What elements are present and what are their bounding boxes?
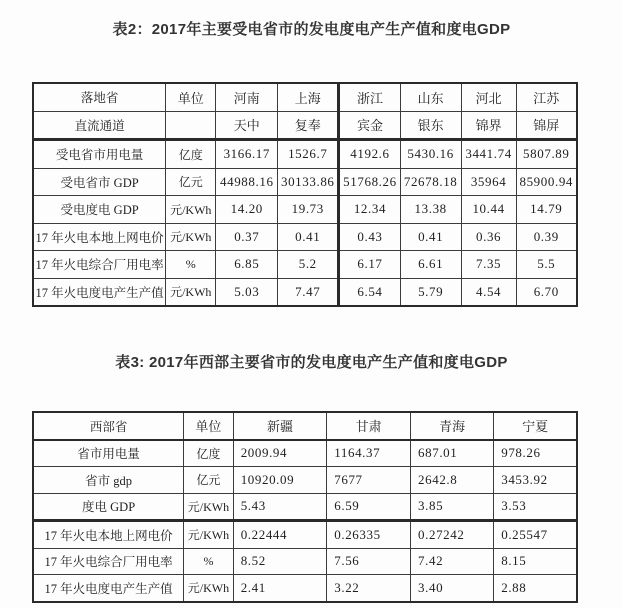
table-cell: 3441.74 xyxy=(461,140,516,169)
table-cell: 1526.7 xyxy=(278,140,339,169)
table-row xyxy=(33,140,577,169)
unit-cell: 亿度 xyxy=(166,140,216,169)
column-header: 单位 xyxy=(184,412,234,440)
table-cell: 0.41 xyxy=(278,223,339,251)
column-header: 青海 xyxy=(411,412,494,440)
column-header: 江苏 xyxy=(516,83,577,111)
table-cell: 3.22 xyxy=(327,575,411,602)
row-label: 受电度电 GDP xyxy=(33,196,166,224)
column-header: 天中 xyxy=(216,111,278,140)
unit-cell: 亿度 xyxy=(184,440,234,467)
table-cell: 3453.92 xyxy=(494,467,577,494)
table-cell: 0.22444 xyxy=(233,521,327,549)
table2-title: 表2：2017年主要受电省市的发电度电产生产值和度电GDP xyxy=(112,21,511,38)
table-cell: 2.88 xyxy=(494,575,577,602)
table-cell: 85900.94 xyxy=(516,168,577,196)
table-cell: 5.79 xyxy=(400,278,461,306)
unit-cell: 亿元 xyxy=(166,168,216,196)
table-cell: 6.54 xyxy=(339,278,400,306)
table-cell: 0.26335 xyxy=(327,521,411,549)
unit-cell: 元/KWh xyxy=(184,493,234,521)
table-cell: 978.26 xyxy=(494,440,577,467)
table-western-provinces xyxy=(32,411,578,603)
table-cell: 10.44 xyxy=(461,196,516,224)
unit-cell: 元/KWh xyxy=(184,575,234,602)
table-cell: 687.01 xyxy=(411,440,494,467)
table-row xyxy=(33,493,577,521)
table-cell: 5807.89 xyxy=(516,140,577,169)
table-cell: 0.41 xyxy=(400,223,461,251)
table-cell: 3166.17 xyxy=(216,140,278,169)
table-cell: 5.2 xyxy=(278,251,339,279)
table-cell: 6.70 xyxy=(516,278,577,306)
column-header: 锦界 xyxy=(461,111,516,140)
table-cell: 7.56 xyxy=(327,548,411,575)
unit-cell: 亿元 xyxy=(184,467,234,494)
table-cell: 10920.09 xyxy=(233,467,327,494)
table-cell: 3.85 xyxy=(411,493,494,521)
table-row xyxy=(33,196,577,224)
table-cell: 12.34 xyxy=(339,196,400,224)
row-label: 省市用电量 xyxy=(33,440,184,467)
table-cell: 0.37 xyxy=(216,223,278,251)
row-label: 17 年火电度电产生产值 xyxy=(33,278,166,306)
table-cell: 1164.37 xyxy=(327,440,411,467)
table-cell: 5430.16 xyxy=(400,140,461,169)
table-cell: 7.47 xyxy=(278,278,339,306)
table-cell: 5.5 xyxy=(516,251,577,279)
table-cell: 4.54 xyxy=(461,278,516,306)
table-cell: 0.25547 xyxy=(494,521,577,549)
table-cell: 6.17 xyxy=(339,251,400,279)
table-cell: 35964 xyxy=(461,168,516,196)
table-cell: 7677 xyxy=(327,467,411,494)
table-cell: 19.73 xyxy=(278,196,339,224)
row-label: 17 年火电综合厂用电率 xyxy=(33,548,184,575)
table-cell: 2009.94 xyxy=(233,440,327,467)
table-cell: 8.52 xyxy=(233,548,327,575)
table-cell: 6.59 xyxy=(327,493,411,521)
table-row xyxy=(33,440,577,467)
unit-cell: 元/KWh xyxy=(166,196,216,224)
row-label: 受电省市用电量 xyxy=(33,140,166,169)
column-header: 宾金 xyxy=(339,111,400,140)
column-header: 浙江 xyxy=(339,83,400,111)
table-row xyxy=(33,251,577,279)
table-cell: 2642.8 xyxy=(411,467,494,494)
row-label: 17 年火电度电产生产值 xyxy=(33,575,184,602)
table-cell: 8.15 xyxy=(494,548,577,575)
table-cell: 14.79 xyxy=(516,196,577,224)
row-label: 17 年火电本地上网电价 xyxy=(33,223,166,251)
table-cell: 30133.86 xyxy=(278,168,339,196)
table-cell: 0.36 xyxy=(461,223,516,251)
table-cell: 4192.6 xyxy=(339,140,400,169)
column-header: 单位 xyxy=(166,83,216,111)
table-cell: 7.42 xyxy=(411,548,494,575)
table-row xyxy=(33,467,577,494)
column-header: 河南 xyxy=(216,83,278,111)
table-row-header xyxy=(33,412,577,440)
row-label: 17 年火电综合厂用电率 xyxy=(33,251,166,279)
column-header: 甘肃 xyxy=(327,412,411,440)
table-cell xyxy=(166,111,216,140)
column-header: 河北 xyxy=(461,83,516,111)
column-header: 新疆 xyxy=(233,412,327,440)
table-row xyxy=(33,521,577,549)
table-cell: 6.61 xyxy=(400,251,461,279)
table-cell: 2.41 xyxy=(233,575,327,602)
column-header: 上海 xyxy=(278,83,339,111)
table-cell: 7.35 xyxy=(461,251,516,279)
corner-header: 西部省 xyxy=(33,412,184,440)
table-cell: 6.85 xyxy=(216,251,278,279)
row-label: 受电省市 GDP xyxy=(33,168,166,196)
row-label: 度电 GDP xyxy=(33,493,184,521)
table-receiving-provinces xyxy=(32,82,578,307)
unit-cell: 元/KWh xyxy=(184,521,234,549)
table-cell: 14.20 xyxy=(216,196,278,224)
table-cell: 0.27242 xyxy=(411,521,494,549)
table-row xyxy=(33,168,577,196)
table3-title: 表3: 2017年西部主要省市的发电度电产生产值和度电GDP xyxy=(115,354,508,371)
table-row xyxy=(33,575,577,602)
row-label: 省市 gdp xyxy=(33,467,184,494)
column-header: 银东 xyxy=(400,111,461,140)
row-label: 17 年火电本地上网电价 xyxy=(33,521,184,549)
unit-cell: % xyxy=(184,548,234,575)
unit-cell: % xyxy=(166,251,216,279)
table-cell: 0.39 xyxy=(516,223,577,251)
table-row xyxy=(33,548,577,575)
table-cell: 5.03 xyxy=(216,278,278,306)
table-row xyxy=(33,223,577,251)
column-header: 复奉 xyxy=(278,111,339,140)
table-cell: 51768.26 xyxy=(339,168,400,196)
table-row-header1 xyxy=(33,83,577,111)
column-header: 宁夏 xyxy=(494,412,577,440)
table-cell: 3.53 xyxy=(494,493,577,521)
table-cell: 13.38 xyxy=(400,196,461,224)
table-cell: 72678.18 xyxy=(400,168,461,196)
table-cell: 3.40 xyxy=(411,575,494,602)
column-header: 山东 xyxy=(400,83,461,111)
column-header: 锦屏 xyxy=(516,111,577,140)
unit-cell: 元/KWh xyxy=(166,278,216,306)
table-cell: 44988.16 xyxy=(216,168,278,196)
table-row-header2 xyxy=(33,111,577,140)
unit-cell: 元/KWh xyxy=(166,223,216,251)
row-label: 直流通道 xyxy=(33,111,166,140)
table-cell: 0.43 xyxy=(339,223,400,251)
table-cell: 5.43 xyxy=(233,493,327,521)
corner-header: 落地省 xyxy=(33,83,166,111)
table-row xyxy=(33,278,577,306)
